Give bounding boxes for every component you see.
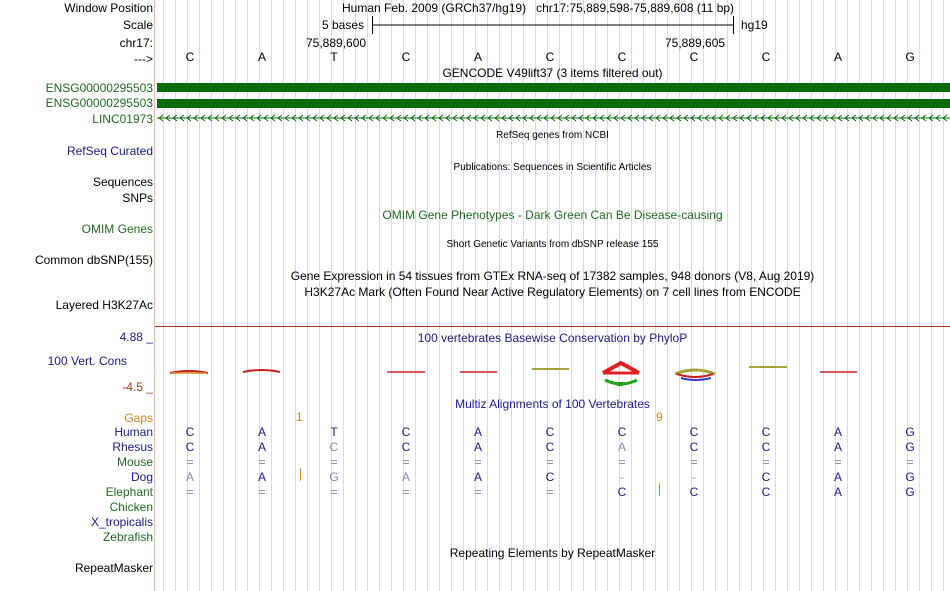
base-letter: A <box>833 50 842 64</box>
species-label[interactable]: X_tropicalis <box>90 515 153 529</box>
aligned-base: = <box>186 455 194 469</box>
gaps-label: Gaps <box>124 411 153 425</box>
aligned-base: = <box>546 455 554 469</box>
species-label[interactable]: Zebrafish <box>102 530 153 544</box>
h3k27ac-baseline <box>155 326 950 327</box>
sequences-label[interactable]: Sequences <box>92 175 153 189</box>
aligned-base: = <box>762 455 770 469</box>
base-letter: C <box>761 50 771 64</box>
base-letter: C <box>617 50 627 64</box>
lincrna-item-label[interactable]: LINC01973 <box>92 112 153 126</box>
repeatmasker-label[interactable]: RepeatMasker <box>74 561 153 575</box>
aligned-base: C <box>689 425 699 439</box>
aligned-base: G <box>905 425 915 439</box>
base-letter: T <box>330 50 338 64</box>
scale-bar <box>372 16 734 34</box>
scale-label: Scale <box>122 18 153 32</box>
phylop-conservation-plot[interactable] <box>155 360 950 390</box>
phylop-max-value: 4.88 _ <box>119 330 153 344</box>
aligned-base: = <box>690 455 698 469</box>
aligned-base: - <box>620 470 624 484</box>
species-label[interactable]: Rhesus <box>112 440 153 454</box>
aligned-base: = <box>330 485 338 499</box>
aligned-base: C <box>761 425 771 439</box>
refseq-track-title[interactable]: RefSeq genes from NCBI <box>496 130 609 141</box>
aligned-base: = <box>402 485 410 499</box>
aligned-base: C <box>329 440 339 454</box>
publications-track-title[interactable]: Publications: Sequences in Scientific Articles <box>453 162 652 173</box>
aligned-base: = <box>474 455 482 469</box>
gap-insertion-tick <box>300 468 301 481</box>
gencode-item-label[interactable]: ENSG00000295503 <box>45 96 153 110</box>
aligned-base: C <box>617 425 627 439</box>
aligned-base: = <box>834 455 842 469</box>
aligned-base: = <box>474 485 482 499</box>
gencode-gene-bar[interactable] <box>157 99 950 108</box>
refseq-curated-label[interactable]: RefSeq Curated <box>66 144 153 158</box>
gap-count: 9 <box>656 410 663 424</box>
strand-arrow-label: ---> <box>134 52 153 66</box>
aligned-base: C <box>545 440 555 454</box>
species-label[interactable]: Elephant <box>105 485 153 499</box>
omim-track-title[interactable]: OMIM Gene Phenotypes - Dark Green Can Be Disease-causing <box>382 208 723 222</box>
gencode-track-title[interactable]: GENCODE V49lift37 (3 items filtered out) <box>442 66 663 80</box>
aligned-base: = <box>402 455 410 469</box>
aligned-base: A <box>833 425 842 439</box>
aligned-base: A <box>257 425 266 439</box>
conservation-mark <box>675 370 715 374</box>
aligned-base: A <box>473 425 482 439</box>
aligned-base: C <box>401 425 411 439</box>
lincrna-intron-arrows[interactable] <box>157 113 950 123</box>
gencode-item-label[interactable]: ENSG00000295503 <box>45 81 153 95</box>
aligned-base: = <box>186 485 194 499</box>
base-letter: C <box>401 50 411 64</box>
aligned-base: G <box>905 470 915 484</box>
species-label[interactable]: Dog <box>130 470 153 484</box>
species-label[interactable]: Chicken <box>109 500 153 514</box>
aligned-base: - <box>692 470 696 484</box>
aligned-base: G <box>905 485 915 499</box>
h3k27ac-track-title[interactable]: H3K27Ac Mark (Often Found Near Active Regulatory Elements) on 7 cell lines from ENCODE <box>304 285 801 299</box>
scale-bases-text: 5 bases <box>322 18 365 32</box>
phylop-track-label[interactable]: 100 Vert. Cons <box>47 354 127 368</box>
aligned-base: A <box>257 440 266 454</box>
base-letter: C <box>689 50 699 64</box>
coordinate-right: 75,889,605 <box>665 36 726 50</box>
aligned-base: C <box>761 485 771 499</box>
coordinate-left: 75,889,600 <box>306 36 367 50</box>
window-position-label: Window Position <box>64 1 153 15</box>
aligned-base: A <box>401 470 410 484</box>
aligned-base: C <box>689 440 699 454</box>
aligned-base: A <box>473 470 482 484</box>
species-label[interactable]: Mouse <box>116 455 153 469</box>
phylop-min-value: -4.5 _ <box>122 380 153 394</box>
aligned-base: A <box>833 470 842 484</box>
aligned-base: A <box>833 485 842 499</box>
aligned-base: A <box>473 440 482 454</box>
gencode-gene-bar[interactable] <box>157 83 950 92</box>
aligned-base: A <box>257 470 266 484</box>
phylop-track-title[interactable]: 100 vertebrates Basewise Conservation by PhyloP <box>417 331 688 345</box>
aligned-base: = <box>546 485 554 499</box>
common-dbsnp-label[interactable]: Common dbSNP(155) <box>34 253 153 267</box>
base-letter: G <box>905 50 915 64</box>
dbsnp-track-title[interactable]: Short Genetic Variants from dbSNP release 155 <box>446 239 659 250</box>
assembly-db-label: hg19 <box>741 18 768 32</box>
aligned-base: G <box>329 470 339 484</box>
aligned-base: C <box>185 440 195 454</box>
aligned-base: A <box>185 470 194 484</box>
base-letter: A <box>473 50 482 64</box>
aligned-base: C <box>545 425 555 439</box>
aligned-base: T <box>330 425 338 439</box>
multiz-track-title[interactable]: Multiz Alignments of 100 Vertebrates <box>455 397 650 411</box>
aligned-base: C <box>689 485 699 499</box>
base-letter: C <box>185 50 195 64</box>
aligned-base: = <box>618 455 626 469</box>
aligned-base: = <box>258 485 266 499</box>
conservation-mark <box>243 370 280 372</box>
snps-label[interactable]: SNPs <box>122 191 153 205</box>
assembly-position-text: Human Feb. 2009 (GRCh37/hg19) chr17:75,889,598-75,889,608 (11 bp) <box>342 1 735 15</box>
omim-genes-label[interactable]: OMIM Genes <box>81 222 153 236</box>
chrom-label: chr17: <box>119 36 153 50</box>
base-letter: C <box>545 50 555 64</box>
aligned-base: A <box>617 440 626 454</box>
aligned-base: C <box>545 470 555 484</box>
aligned-base: C <box>401 440 411 454</box>
aligned-base: C <box>761 440 771 454</box>
aligned-base: C <box>185 425 195 439</box>
repeatmasker-track-title[interactable]: Repeating Elements by RepeatMasker <box>449 546 656 560</box>
aligned-base: = <box>906 455 914 469</box>
base-letter: A <box>257 50 266 64</box>
gap-count: 1 <box>296 410 303 424</box>
aligned-base: = <box>330 455 338 469</box>
aligned-base: C <box>761 470 771 484</box>
species-label[interactable]: Human <box>114 425 153 439</box>
gtex-track-title[interactable]: Gene Expression in 54 tissues from GTEx RNA-seq of 17382 samples, 948 donors (V8, Aug 2019) <box>290 269 815 283</box>
aligned-base: = <box>258 455 266 469</box>
aligned-base: G <box>905 440 915 454</box>
gap-insertion-tick <box>659 483 660 496</box>
layered-h3k27ac-label[interactable]: Layered H3K27Ac <box>55 298 153 312</box>
aligned-base: A <box>833 440 842 454</box>
aligned-base: C <box>617 485 627 499</box>
